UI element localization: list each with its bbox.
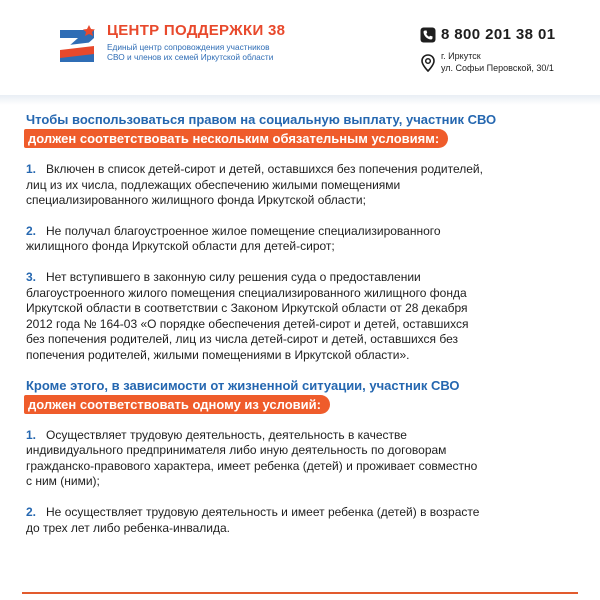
- brand-subtitle: [107, 42, 297, 62]
- brand-subtitle-line: СВО и членов их семей Иркутской области: [107, 52, 274, 62]
- list-item-line: 2012 года № 164-03 «О порядке обеспечения детей-сирот и детей, оставшихся: [26, 316, 469, 331]
- item-text: Не получал благоустроенное жилое помещение специализированного: [46, 223, 441, 238]
- brand-subtitle-line: Единый центр сопровождения участников: [107, 42, 270, 52]
- z-star-logo-icon: [58, 24, 98, 68]
- list-item-line: [26, 224, 580, 240]
- list-item-line: до трех лет либо ребенка-инвалида.: [26, 520, 231, 535]
- list-item: [24, 270, 580, 364]
- item-text: Включен в список детей-сирот и детей, оставшихся без попечения родителей,: [46, 162, 483, 176]
- bottom-divider: [22, 592, 578, 594]
- address-street: ул. Софьи Перовской, 30/1: [441, 62, 554, 73]
- item-number: 2.: [26, 223, 37, 238]
- header: [0, 0, 600, 95]
- list-item-line: жилищного фонда Иркутской области для детей-сирот;: [26, 239, 335, 254]
- section-heading-highlight: должен соответствовать нескольким обязательным условиям:: [24, 129, 448, 148]
- list-item: [24, 505, 580, 536]
- phone-number[interactable]: 8 800 201 38 01: [441, 26, 556, 43]
- item-text: Нет вступившего в законную силу решения суда о предоставлении: [46, 269, 421, 284]
- list-item-line: лиц из их числа, подлежащих обеспечению жилыми помещениями: [26, 177, 401, 192]
- address-city: г. Иркутск: [441, 51, 481, 61]
- list-item-line: [26, 505, 580, 521]
- location-pin-icon: [420, 54, 436, 72]
- list-item-line: с ним (ними);: [26, 474, 100, 489]
- address: [441, 51, 554, 74]
- item-text: Не осуществляет трудовую деятельность и имеет ребенка (детей) в возрасте: [46, 504, 480, 519]
- list-item: [24, 224, 580, 255]
- item-number: 3.: [26, 269, 37, 284]
- list-item-line: благоустроенного жилого помещения специализированного жилищного фонда: [26, 285, 467, 300]
- section-heading-line: Чтобы воспользоваться правом на социальную выплату, участник СВО: [26, 112, 497, 127]
- section-heading: [24, 110, 580, 148]
- list-item-line: [26, 428, 580, 444]
- phone-icon: [420, 27, 436, 43]
- list-item-line: без попечения родителей, лиц из числа детей-сирот и детей, оставшихся без: [26, 332, 459, 347]
- item-number: 1.: [26, 162, 37, 176]
- list-item-line: [26, 270, 580, 286]
- header-divider: [0, 95, 600, 105]
- item-number: 1.: [26, 427, 37, 442]
- list-item-line: [26, 162, 580, 178]
- section-heading-highlight: должен соответствовать одному из условий:: [24, 395, 330, 414]
- list-item-line: индивидуального предпринимателя либо иную деятельность по договорам: [26, 443, 447, 458]
- section-heading: [24, 376, 580, 414]
- main-content: [24, 110, 580, 536]
- list-item: [24, 428, 580, 490]
- item-number: 2.: [26, 504, 37, 519]
- section-heading-line: Кроме этого, в зависимости от жизненной ситуации, участник СВО: [26, 377, 460, 393]
- brand-title: ЦЕНТР ПОДДЕРЖКИ 38: [107, 22, 286, 39]
- list-item-line: Иркутской области в соответствии с Законом Иркутской области от 28 декабря: [26, 301, 468, 316]
- list-item: [24, 162, 580, 209]
- list-item-line: попечения родителей, жилыми помещениями в Иркутской области».: [26, 347, 410, 362]
- list-item-line: специализированного жилищного фонда Иркутской области;: [26, 193, 366, 208]
- list-item-line: гражданско-правового характера, имеет ребенка (детей) и проживает совместно: [26, 458, 478, 473]
- item-text: Осуществляет трудовую деятельность, деятельность в качестве: [46, 427, 407, 442]
